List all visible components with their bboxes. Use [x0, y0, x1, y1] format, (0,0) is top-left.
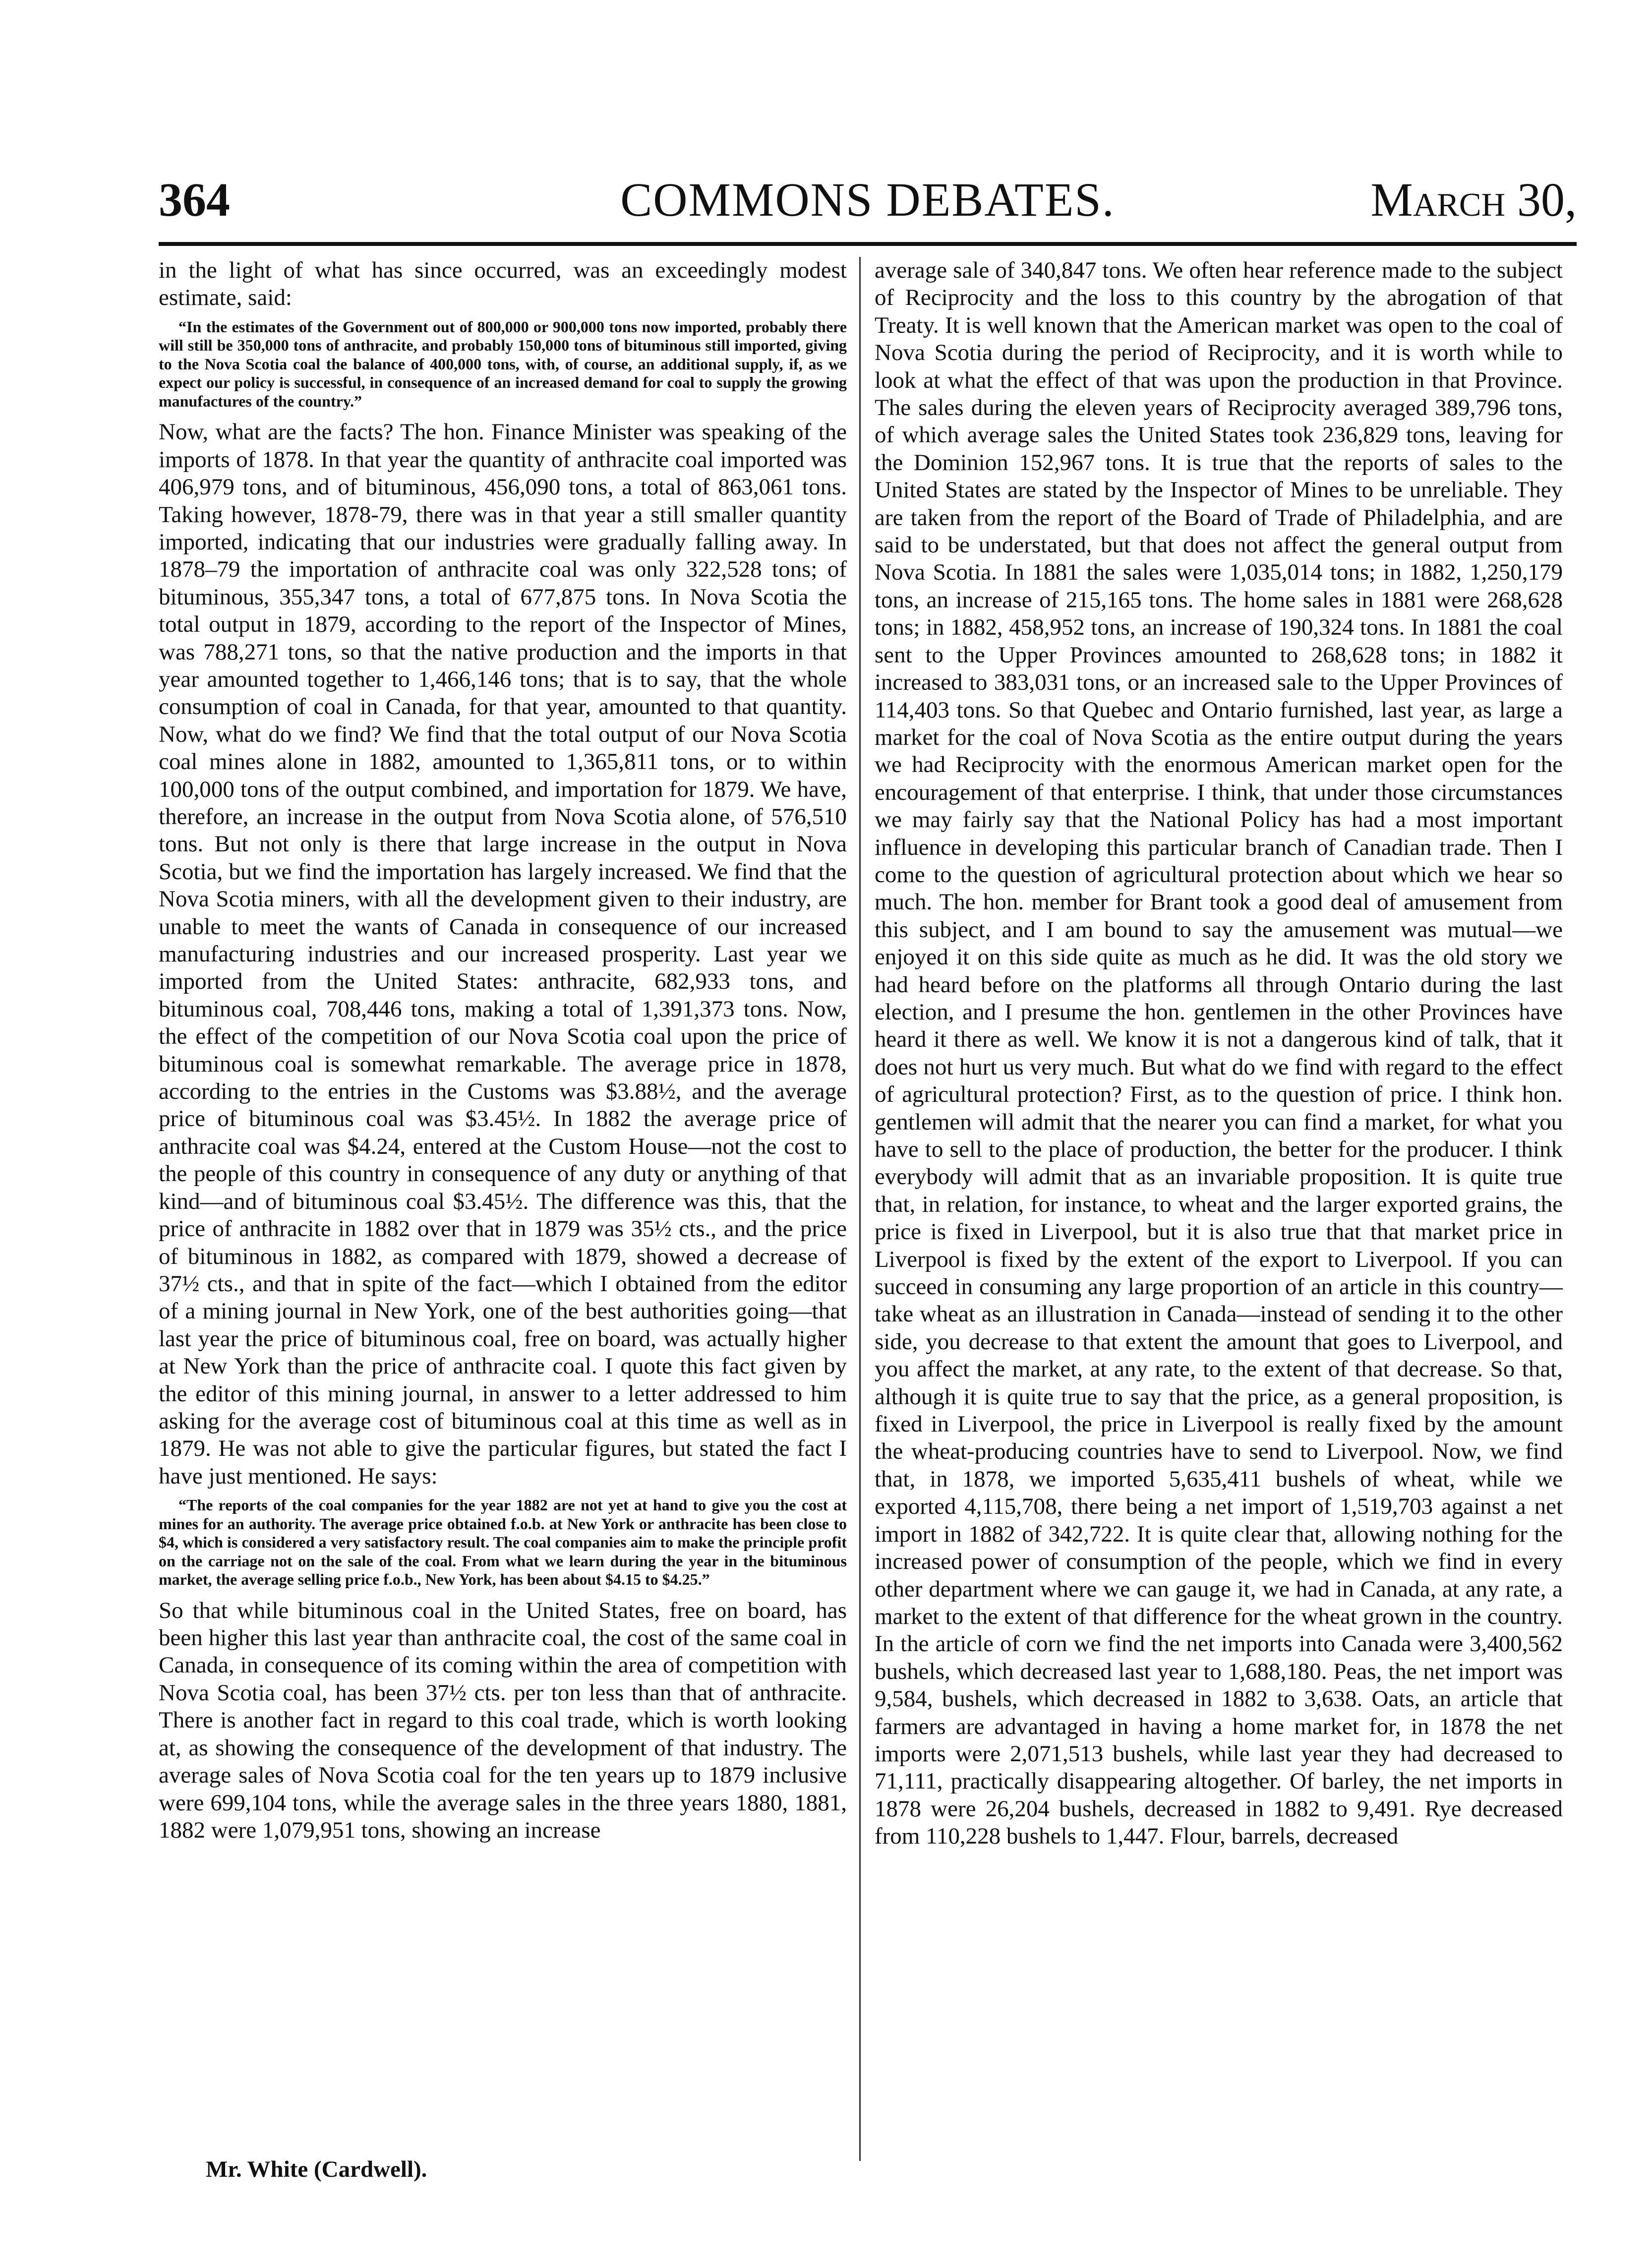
page-number: 364: [159, 173, 230, 226]
intro-paragraph: in the light of what has since occurred, was an exceedingly modest estimate, said:: [159, 257, 847, 311]
left-column: [159, 257, 847, 1844]
coal-facts-paragraph: Now, what are the facts? The hon. Finance Minister was speaking of the imports of 1878. In that year the quantity of anthracite coal imported was 406,979 tons, and of bituminous, 456,090 tons, a total of 863,061 tons. Taking however, 1878-79, there was in that year a still smaller quantity imported, indicating that our industries were gradually falling away. In 1878–79 the importation of anthracite coal was only 322,528 tons; of bituminous, 355,347 tons, a total of 677,875 tons. In Nova Scotia the total output in 1879, according to the report of the Inspector of Mines, was 788,271 tons, so that the native production and the imports in that year amounted together to 1,466,146 tons; that is to say, that the whole consumption of coal in Canada, for that year, amounted to that quantity. Now, what do we find? We find that the total output of our Nova Scotia coal mines alone in 1882, amounted to 1,365,811 tons, or to within 100,000 tons of the output combined, and importation for 1879. We have, therefore, an increase in the output from Nova Scotia alone, of 576,510 tons. But not only is there that large increase in the output in Nova Scotia, but we find the importation has largely increased. We find that the Nova Scotia miners, with all the development given to their industry, are unable to meet the wants of Canada in consequence of our increased manufacturing industries and our increased prosperity. Last year we imported from the United States: anthracite, 682,933 tons, and bituminous coal, 708,446 tons, making a total of 1,391,373 tons. Now, the effect of the competition of our Nova Scotia coal upon the price of bituminous coal is somewhat remarkable. The average price in 1878, according to the entries in the Customs was $3.88½, and the average price of bituminous coal was $3.45½. In 1882 the average price of anthracite coal was $4.24, entered at the Custom House—not the cost to the people of this country in consequence of any duty or anything of that kind—and of bituminous coal $3.45½. The difference was this, that the price of anthracite in 1882 over that in 1879 was 35½ cts., and the price of bituminous in 1882, as compared with 1879, showed a decrease of 37½ cts., and that in spite of the fact—which I obtained from the editor of a mining journal in New York, one of the best authorities going—that last year the price of bituminous coal, free on board, was actually higher at New York than the price of anthracite coal. I quote this fact given by the editor of this mining journal, in answer to a letter addressed to him asking for the average cost of bituminous coal at this time as well as in 1879. He was not able to give the particular figures, but stated the fact I have just mentioned. He says:: [159, 419, 847, 1489]
reciprocity-paragraph: average sale of 340,847 tons. We often hear reference made to the subject of Reciprocity and the loss to this country by the abrogation of that Treaty. It is well known that the American market was open to the coal of Nova Scotia during the period of Reciprocity, and it is worth while to look at what the effect of that was upon the production in that Province. The sales during the eleven years of Reciprocity averaged 389,796 tons, of which average sales the United States took 236,829 tons, leaving for the Dominion 152,967 tons. It is true that the reports of sales to the United States are stated by the Inspector of Mines to be unreliable. They are taken from the report of the Board of Trade of Philadelphia, and are said to be understated, but that does not affect the general output from Nova Scotia. In 1881 the sales were 1,035,014 tons; in 1882, 1,250,179 tons, an increase of 215,165 tons. The home sales in 1881 were 268,628 tons; in 1882, 458,952 tons, an increase of 190,324 tons. In 1881 the coal sent to the Upper Provinces amounted to 268,628 tons; in 1882 it increased to 383,031 tons, or an increased sale to the Upper Provinces of 114,403 tons. So that Quebec and Ontario furnished, last year, as large a market for the coal of Nova Scotia as the entire output during the years we had Reciprocity with the enormous American market open for the encouragement of that enterprise. I think, that under those circumstances we may fairly say that the National Policy has had a most important influence in developing this particular branch of Canadian trade. Then I come to the question of agricultural protection about which we hear so much. The hon. member for Brant took a good deal of amusement from this subject, and I am bound to say the amusement was mutual—we enjoyed it on this side quite as much as he did. It was the old story we had heard before on the platforms all through Ontario during the last election, and I presume the hon. gentlemen in the other Provinces have heard it there as well. We know it is not a dangerous kind of talk, that it does not hurt us very much. But what do we find with regard to the effect of agricultural protection? First, as to the question of price. I think hon. gentlemen will admit that the nearer you can find a market, for what you have to sell to the place of production, the better for the producer. I think everybody will admit that as an invariable proposition. It is quite true that, in relation, for instance, to wheat and the larger exported grains, the price is fixed in Liverpool, but it is also true that that market price in Liverpool is fixed by the extent of the export to Liverpool. If you can succeed in consuming any large proportion of an article in this country—take wheat as an illustration in Canada—instead of sending it to the other side, you decrease to that extent the amount that goes to Liverpool, and you affect the market, at any rate, to the extent of that decrease. So that, although it is quite true to say that the price, as a general proposition, is fixed in Liverpool, the price in Liverpool is really fixed by the amount the wheat-producing countries have to send to Liverpool. Now, we find that, in 1878, we imported 5,635,411 bushels of wheat, while we exported 4,115,708, there being a net import of 1,519,703 against a net import in 1882 of 342,722. It is quite clear that, allowing nothing for the increased power of consumption of the people, which we find in every other department where we can gauge it, we had in Canada, at any rate, a market to the extent of that difference for the wheat grown in the country. In the article of corn we find the net imports into Canada were 3,400,562 bushels, which decreased last year to 1,688,180. Peas, the net import was 9,584, bushels, which decreased in 1882 to 3,638. Oats, an article that farmers are advantaged in having a home market for, in 1878 the net imports were 2,071,513 bushels, while last year they had decreased to 71,111, practically disappearing altogether. Of barley, the net imports in 1878 were 26,204 bushels, decreased in 1882 to 9,491. Rye decreased from 110,228 bushels to 1,447. Flour, barrels, decreased: [875, 257, 1563, 1850]
right-column: [875, 257, 1563, 1850]
coal-sales-paragraph: So that while bituminous coal in the United States, free on board, has been higher this last year than anthracite coal, the cost of the same coal in Canada, in consequence of its coming within the area of competition with Nova Scotia coal, has been 37½ cts. per ton less than that of anthracite. There is another fact in regard to this coal trade, which is worth looking at, as showing the consequence of the development of that industry. The average sales of Nova Scotia coal for the ten years up to 1879 inclusive were 699,104 tons, while the average sales in the three years 1880, 1881, 1882 were 1,079,951 tons, showing an increase: [159, 1597, 847, 1843]
speaker-footer: Mr. White (Cardwell).: [206, 2156, 427, 2182]
page-header: [159, 173, 1577, 227]
header-date: March 30,: [1370, 173, 1577, 226]
mining-journal-quote: “The reports of the coal companies for the year 1882 are not yet at hand to give you the cost at mines for an authority. The average price obtained f.o.b. at New York or anthracite has been close to $4, which is considered a very satisfactory result. The coal companies aim to make the principle profit on the carriage not on the sale of the coal. From what we learn during the year in the bituminous market, the average selling price f.o.b., New York, has been about $4.15 to $4.25.”: [159, 1496, 847, 1589]
column-divider: [859, 257, 861, 2161]
header-rule: [159, 242, 1577, 246]
finance-minister-quote: “In the estimates of the Government out of 800,000 or 900,000 tons now imported, probably there will still be 350,000 tons of anthracite, and probably 150,000 tons of bituminous still imported, giving to the Nova Scotia coal the balance of 400,000 tons, with, of course, an additional supply, if, as we expect our policy is successful, in consequence of an increased demand for coal to supply the growing manufactures of the country.”: [159, 317, 847, 410]
running-title: COMMONS DEBATES.: [620, 173, 1115, 226]
